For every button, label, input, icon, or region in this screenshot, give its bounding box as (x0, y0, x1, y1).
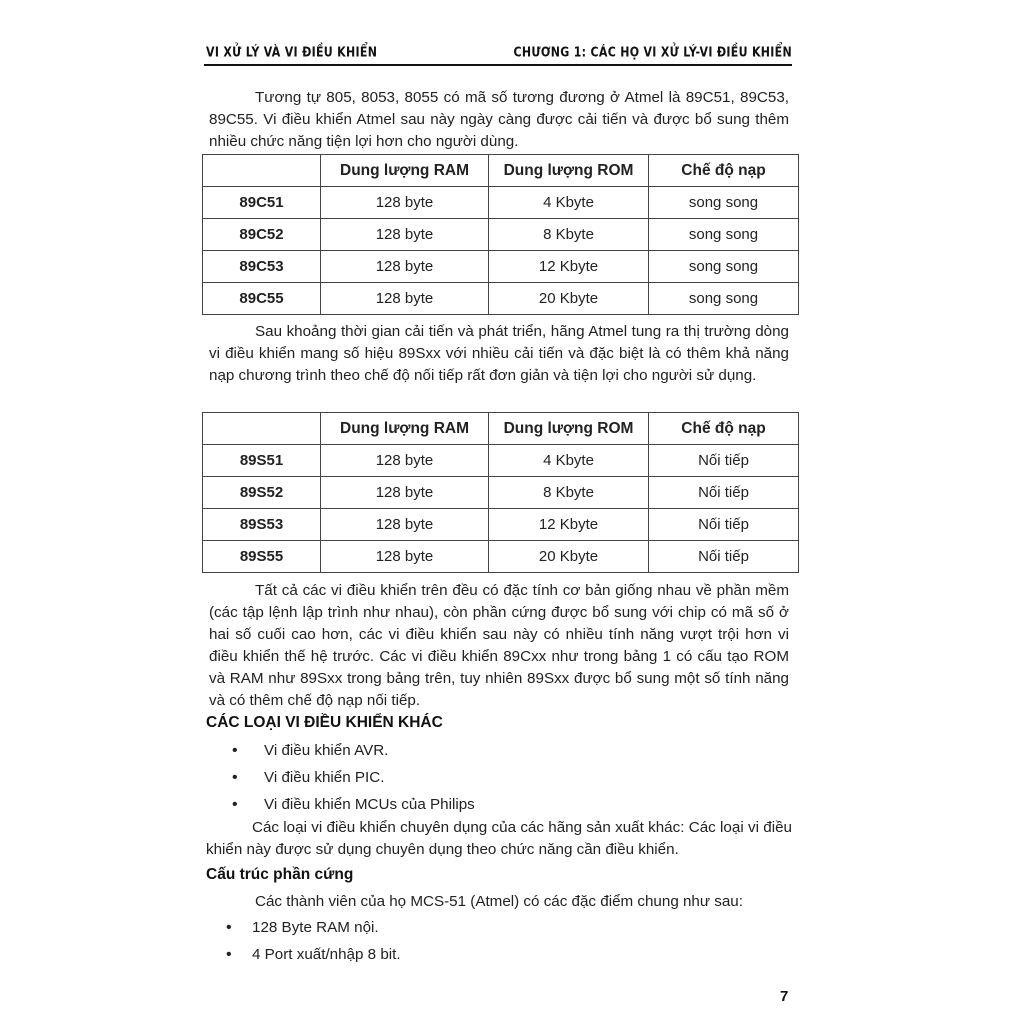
table-cell: 8 Kbyte (489, 219, 649, 251)
paragraph-dedicated-mcus-text: Các loại vi điều khiển chuyên dụng của các hãng sản xuất khác: Các loại vi điều khiển này được sử dụng chuyên dụng theo chức năng cần điều khiển. (206, 819, 792, 858)
table-header-cell: Chế độ nạp (649, 413, 799, 445)
table-cell-model: 89S52 (203, 477, 321, 509)
paragraph-intro-text: Tương tự 805, 8053, 8055 có mã số tương đương ở Atmel là 89C51, 89C53, 89C55. Vi điều khiển Atmel sau này ngày càng được cải tiến và được bổ sung thêm nhiều chức năng tiện lợi hơn cho người dùng. (209, 89, 789, 150)
table-cell-model: 89S51 (203, 445, 321, 477)
list-item (232, 791, 475, 818)
section-heading-hardware: Cấu trúc phần cứng (206, 866, 354, 883)
table-header-cell: Dung lượng RAM (321, 155, 489, 187)
table-cell: song song (649, 219, 799, 251)
header-rule (204, 64, 792, 66)
table-row (203, 187, 799, 219)
table-row (203, 509, 799, 541)
table-cell-model: 89C53 (203, 251, 321, 283)
table-header-cell (203, 413, 321, 445)
table-header-cell: Dung lượng ROM (489, 413, 649, 445)
table-cell: song song (649, 283, 799, 315)
table-cell: song song (649, 251, 799, 283)
bullet-icon: • (232, 742, 238, 759)
list-item (226, 914, 401, 941)
list-item-text: Vi điều khiển AVR. (264, 742, 389, 759)
table-row (203, 477, 799, 509)
table-cell: 128 byte (321, 509, 489, 541)
table-cell: 20 Kbyte (489, 283, 649, 315)
table-header-cell (203, 155, 321, 187)
bullet-icon: • (232, 769, 238, 786)
table-cell: 128 byte (321, 219, 489, 251)
table-header-row (203, 413, 799, 445)
list-mcs51-features (226, 914, 401, 968)
table-cell-model: 89S53 (203, 509, 321, 541)
table-cell: 8 Kbyte (489, 477, 649, 509)
list-item-text: Vi điều khiển MCUs của Philips (264, 796, 475, 813)
table-89cxx (202, 154, 799, 315)
page-number: 7 (780, 988, 789, 1005)
paragraph-mcs51-text: Các thành viên của họ MCS-51 (Atmel) có các đặc điểm chung như sau: (255, 893, 743, 910)
paragraph-89sxx-text: Sau khoảng thời gian cải tiến và phát triển, hãng Atmel tung ra thị trường dòng vi điều khiển mang số hiệu 89Sxx với nhiều cải tiến và đặc biệt là có thêm khả năng nạp chương trình theo chế độ nối tiếp rất đơn giản và tiện lợi cho người sử dụng. (209, 323, 789, 384)
table-cell-model: 89C55 (203, 283, 321, 315)
table-cell: 12 Kbyte (489, 509, 649, 541)
paragraph-intro (209, 87, 789, 153)
list-item (226, 941, 401, 968)
running-header-right: CHƯƠNG 1: CÁC HỌ VI XỬ LÝ-VI ĐIỀU KHIỂN (513, 44, 792, 61)
paragraph-dedicated-mcus (206, 817, 792, 861)
table-cell: 128 byte (321, 251, 489, 283)
table-cell: song song (649, 187, 799, 219)
table-cell: Nối tiếp (649, 541, 799, 573)
table-cell: Nối tiếp (649, 509, 799, 541)
table-cell: 4 Kbyte (489, 187, 649, 219)
section-heading-other-mcus: CÁC LOẠI VI ĐIỀU KHIỂN KHÁC (206, 714, 443, 731)
table-cell: 128 byte (321, 445, 489, 477)
list-item-text: 4 Port xuất/nhập 8 bit. (252, 946, 401, 963)
table-cell: 20 Kbyte (489, 541, 649, 573)
table-cell: 4 Kbyte (489, 445, 649, 477)
bullet-icon: • (226, 919, 232, 936)
table-89sxx (202, 412, 799, 573)
table-row (203, 541, 799, 573)
table-cell: 128 byte (321, 477, 489, 509)
table-header-row (203, 155, 799, 187)
table-cell-model: 89S55 (203, 541, 321, 573)
list-item-text: Vi điều khiển PIC. (264, 769, 385, 786)
table-header-cell: Chế độ nạp (649, 155, 799, 187)
bullet-icon: • (226, 946, 232, 963)
table-row (203, 445, 799, 477)
table-cell: 128 byte (321, 283, 489, 315)
list-item-text: 128 Byte RAM nội. (252, 919, 379, 936)
paragraph-comparison-text: Tất cả các vi điều khiển trên đều có đặc tính cơ bản giống nhau về phần mềm (các tập lệnh lập trình như nhau), còn phần cứng được bổ sung với chip có mã số ở hai số cuối cao hơn, các vi điều khiển sau này có nhiều tính năng vượt trội hơn vi điều khiển thế hệ trước. Các vi điều khiển 89Cxx như trong bảng 1 có cấu tạo ROM và RAM như 89Sxx trong bảng trên, tuy nhiên 89Sxx được bổ sung một số tính năng và có thêm chế độ nạp nối tiếp. (209, 582, 789, 709)
paragraph-comparison (209, 580, 789, 712)
list-item (232, 764, 475, 791)
table-cell: 12 Kbyte (489, 251, 649, 283)
paragraph-mcs51 (209, 891, 789, 913)
list-other-mcus (232, 737, 475, 818)
table-cell-model: 89C52 (203, 219, 321, 251)
table-row (203, 283, 799, 315)
table-header-cell: Dung lượng RAM (321, 413, 489, 445)
table-cell: 128 byte (321, 187, 489, 219)
table-cell-model: 89C51 (203, 187, 321, 219)
table-cell: Nối tiếp (649, 445, 799, 477)
table-cell: 128 byte (321, 541, 489, 573)
table-header-cell: Dung lượng ROM (489, 155, 649, 187)
running-header-left: VI XỬ LÝ VÀ VI ĐIỀU KHIỂN (206, 44, 378, 61)
list-item (232, 737, 475, 764)
table-row (203, 251, 799, 283)
paragraph-89sxx (209, 321, 789, 387)
bullet-icon: • (232, 796, 238, 813)
table-cell: Nối tiếp (649, 477, 799, 509)
table-row (203, 219, 799, 251)
